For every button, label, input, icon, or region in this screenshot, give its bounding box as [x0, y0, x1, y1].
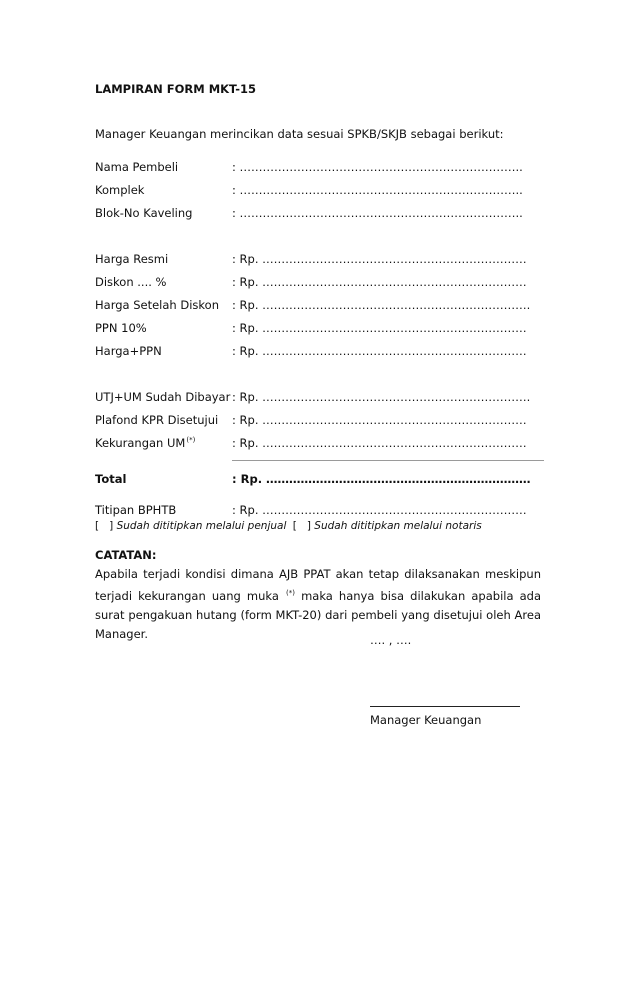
label-harga-setelah-diskon: Harga Setelah Diskon [95, 298, 219, 312]
label-utj-um: UTJ+UM Sudah Dibayar [95, 390, 231, 404]
footnote-marker: (*) [186, 436, 196, 444]
kekurangan-um-text: Kekurangan UM [95, 436, 186, 450]
label-ppn: PPN 10% [95, 321, 147, 335]
field-harga-resmi[interactable]: : Rp. …………………………………………………………… [232, 252, 527, 266]
field-diskon[interactable]: : Rp. …………………………………………………………… [232, 275, 527, 289]
field-komplek[interactable]: : ……………………………………………………………….. [232, 183, 523, 197]
place-date[interactable]: …. , …. [370, 633, 412, 647]
field-nama-pembeli[interactable]: : ……………………………………………………………….. [232, 160, 523, 174]
field-blok-no-kaveling[interactable]: : ……………………………………………………………….. [232, 206, 523, 220]
field-utj-um[interactable]: : Rp. ……………………………………………………………. [232, 390, 531, 404]
signature-role: Manager Keuangan [370, 713, 482, 727]
field-total[interactable]: : Rp. …………………………………………………………… [232, 472, 531, 486]
option-notaris-label: Sudah dititipkan melalui notaris [314, 520, 482, 532]
label-blok-no-kaveling: Blok-No Kaveling [95, 206, 193, 220]
option-penjual-label: Sudah dititipkan melalui penjual [116, 520, 287, 532]
label-komplek: Komplek [95, 183, 145, 197]
label-harga-resmi: Harga Resmi [95, 252, 169, 266]
signature-line [370, 706, 520, 707]
field-ppn[interactable]: : Rp. …………………………………………………………… [232, 321, 527, 335]
note-heading: CATATAN: [95, 548, 157, 562]
label-titipan-bphtb: Titipan BPHTB [95, 503, 177, 517]
sum-divider [232, 460, 544, 461]
note-footnote-marker: (*) [286, 589, 295, 597]
label-diskon: Diskon .... % [95, 275, 167, 289]
label-plafond-kpr: Plafond KPR Disetujui [95, 413, 219, 427]
checkbox-notaris[interactable]: [ ] [292, 520, 311, 532]
note-part-1: Apabila terjadi kondisi dimana AJB PPAT akan tetap dilaksanakan meskipun terjadi kekurangan uang muka [95, 567, 541, 603]
note-part-2: maka hanya bisa dilakukan apabila ada surat pengakuan hutang (form MKT-20) dari pembeli yang disetujui oleh Area Manager. [95, 589, 541, 641]
field-plafond-kpr[interactable]: : Rp. …………………………………………………………… [232, 413, 527, 427]
intro-text: Manager Keuangan merincikan data sesuai SPKB/SKJB sebagai berikut: [95, 127, 504, 141]
field-titipan-bphtb[interactable]: : Rp. …………………………………………………………… [232, 503, 527, 517]
field-harga-setelah-diskon[interactable]: : Rp. ……………………………………………………………. [232, 298, 531, 312]
checkbox-row [95, 520, 482, 532]
checkbox-penjual[interactable]: [ ] [95, 520, 114, 532]
field-harga-plus-ppn[interactable]: : Rp. …………………………………………………………… [232, 344, 527, 358]
label-nama-pembeli: Nama Pembeli [95, 160, 179, 174]
field-kekurangan-um[interactable]: : Rp. …………………………………………………………… [232, 436, 527, 450]
label-harga-plus-ppn: Harga+PPN [95, 344, 162, 358]
label-total: Total [95, 472, 127, 486]
note-text [95, 565, 541, 644]
document-title: LAMPIRAN FORM MKT-15 [95, 82, 256, 96]
label-kekurangan-um [95, 436, 195, 450]
